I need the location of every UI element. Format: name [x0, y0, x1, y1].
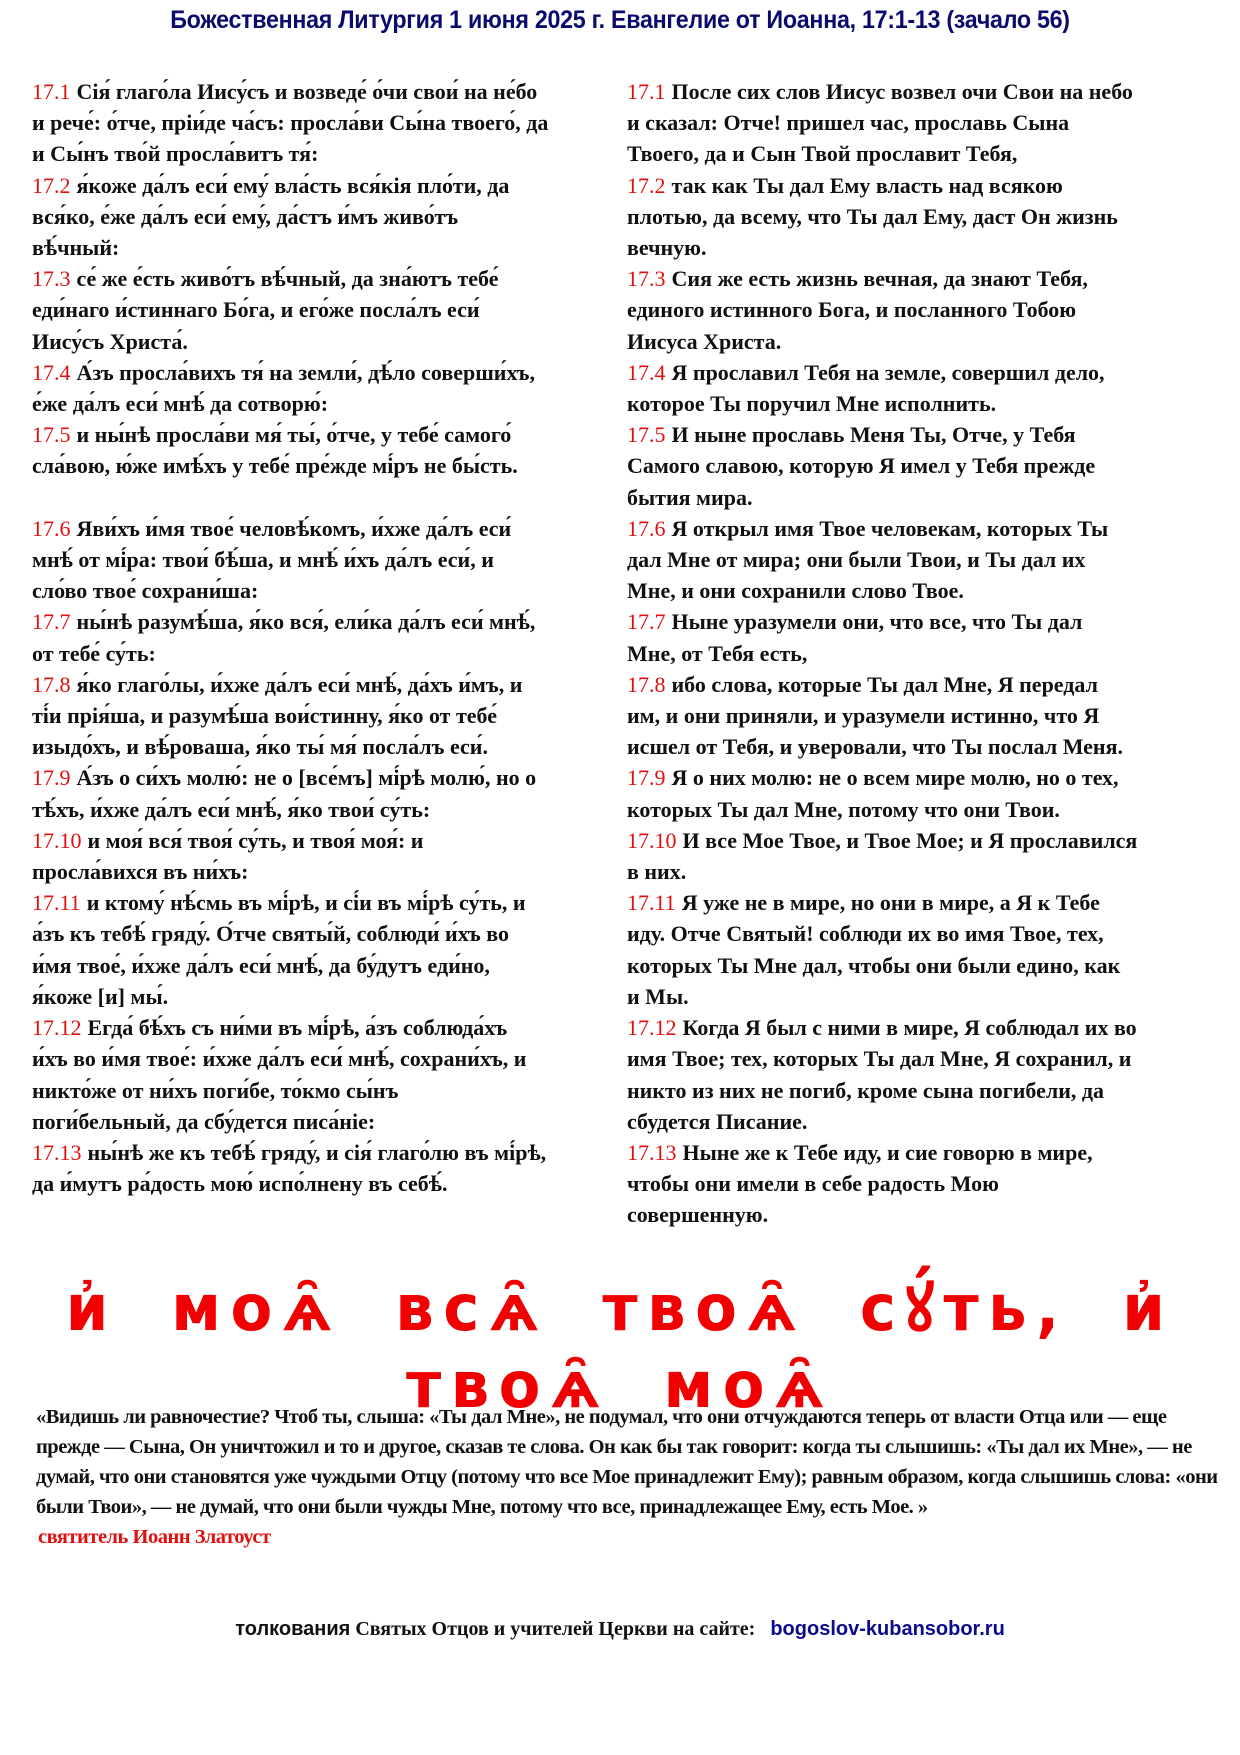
slavonic-verse: [32, 606, 627, 668]
verse-text: совершенную.: [627, 1202, 769, 1228]
verse-text: поги́бельный, да сбу́дется писа́ніе:: [32, 1108, 376, 1134]
slavonic-verse: [32, 76, 627, 170]
russian-verse: [627, 669, 1227, 763]
verse-row: [32, 825, 1232, 887]
verse-line: [627, 170, 1227, 201]
russian-verse: [627, 419, 1227, 513]
verse-text: ті́и прія́ша, и разумѣ́ша вои́стинну, я́ко от тебе́: [32, 703, 498, 729]
verse-number: 17.3: [627, 266, 666, 292]
verse-line: [627, 856, 1227, 887]
verse-text: которых Ты Мне дал, чтобы они были едино, как: [627, 952, 1121, 978]
verse-row: [32, 669, 1232, 763]
verse-text: никто из них не погиб, кроме сына погибели, да: [627, 1077, 1105, 1103]
verse-text: И ныне прославь Меня Ты, Отче, у Тебя: [671, 422, 1076, 448]
verse-line: [627, 294, 1227, 325]
verse-line: [32, 1075, 627, 1106]
verse-line: [32, 950, 627, 981]
verse-line: [32, 638, 627, 669]
verse-text: и рече́: о́тче, пріи́де ча́съ: просла́ви Сы́на твоего́, да: [32, 110, 549, 136]
verse-line: [32, 1106, 627, 1137]
slavonic-verse: [32, 357, 627, 419]
russian-verse: [627, 606, 1227, 668]
quote-text: «Видишь ли равночестие? Чтоб ты, слыша: «Ты дал Мне», не подумал, что они отчуждаются теперь от власти Отца или — еще прежде — Сына, Он уничтожил и то и другое, сказав те слова. Он как бы так говорит: когда ты слышишь: «Ты дал их Мне», — не думай, что они становятся уже чуждыми Отцу (потому что все Мое принадлежит Ему); равным образом, когда слышишь слова: «они были Твои», — не думай, что они были чужды Мне, потому что все, принадлежащее Ему, есть Мое. »: [36, 1406, 1218, 1518]
verse-text: сла́вою, ю́же имѣ́хъ у тебе́ пре́жде мі́ръ не бы́сть.: [32, 453, 518, 479]
verse-text: мнѣ́ от мі́ра: твои́ бѣ́ша, и мнѣ́ и́хъ да́лъ еси́, и: [32, 547, 494, 573]
verse-line: [32, 887, 627, 918]
verse-line: [627, 669, 1227, 700]
verse-number: 17.4: [627, 359, 666, 385]
verse-text: да и́мутъ ра́дость мою́ испо́лнену въ себѣ́.: [32, 1171, 448, 1197]
footer-text: Святых Отцов и учителей Церкви на сайте:: [355, 1618, 756, 1640]
verse-line: [627, 1168, 1227, 1199]
verse-text: и ктому́ нѣ́смь въ мі́рѣ, и сі́и въ мі́рѣ су́ть, и: [86, 890, 526, 916]
slavonic-verse: [32, 669, 627, 763]
footer-prefix: толкования: [235, 1618, 351, 1640]
verse-text: иду. Отче Святый! соблюди их во имя Твое, тех,: [627, 921, 1104, 947]
verse-line: [627, 887, 1227, 918]
slavonic-verse: [32, 1137, 627, 1231]
verse-line: [32, 450, 627, 481]
verse-line: [32, 201, 627, 232]
verse-text: Я о них молю: не о всем мире молю, но о тех,: [671, 765, 1119, 791]
verse-number: 17.13: [32, 1139, 82, 1165]
verse-line: [32, 794, 627, 825]
russian-verse: [627, 825, 1227, 887]
verse-line: [627, 513, 1227, 544]
verse-line: [32, 700, 627, 731]
quote-author: святитель Иоанн Златоуст: [38, 1526, 271, 1548]
verse-text: я́коже [и] мы́.: [32, 983, 169, 1009]
verse-text: а́зъ къ тебѣ́ гряду́. О́тче святы́й, соблюди́ и́хъ во: [32, 921, 509, 947]
verse-text: в них.: [627, 859, 687, 885]
verse-line: [32, 419, 627, 450]
verse-line: [32, 263, 627, 294]
verse-line: [32, 170, 627, 201]
verse-text: ибо слова, которые Ты дал Мне, Я передал: [671, 671, 1098, 697]
verse-text: чтобы они имели в себе радость Мою: [627, 1171, 999, 1197]
verse-text: которых Ты дал Мне, потому что они Твои.: [627, 796, 1060, 822]
verse-line: [627, 1137, 1227, 1168]
verse-text: еди́наго и́стиннаго Бо́га, и его́же посла́лъ еси́: [32, 297, 480, 323]
verse-text: никто́же от ни́хъ поги́бе, то́кмо сы́нъ: [32, 1077, 399, 1103]
verse-text: единого истинного Бога, и посланного Тобою: [627, 297, 1077, 323]
verse-line: [627, 201, 1227, 232]
verse-text: Я открыл имя Твое человекам, которых Ты: [671, 515, 1109, 541]
verse-line: [32, 138, 627, 169]
verse-line: [32, 575, 627, 606]
verse-text: После сих слов Иисус возвел очи Свои на небо: [671, 79, 1133, 104]
verse-number: 17.5: [32, 422, 71, 448]
verse-line: [627, 482, 1227, 513]
verse-text: просла́вихся въ ни́хъ:: [32, 859, 249, 885]
verse-number: 17.2: [32, 172, 71, 198]
verse-text: А́зъ просла́вихъ тя́ на земли́, дѣ́ло соверши́хъ,: [76, 359, 535, 385]
verse-line: [627, 638, 1227, 669]
verse-text: Сія́ глаго́ла Иису́съ и возведе́ о́чи свои́ на не́бо: [76, 79, 538, 104]
verse-number: 17.11: [32, 890, 81, 916]
verse-line: [32, 981, 627, 1012]
verse-line: [627, 1012, 1227, 1043]
verse-line: [627, 138, 1227, 169]
russian-verse: [627, 76, 1227, 170]
verse-line: [627, 825, 1227, 856]
verse-text: от тебе́ су́ть:: [32, 640, 156, 666]
verse-line: [627, 450, 1227, 481]
patristic-quote: [36, 1402, 1226, 1552]
verse-line: [32, 294, 627, 325]
verse-line: [627, 1075, 1227, 1106]
verse-text: плотью, да всему, что Ты дал Ему, даст Он жизнь: [627, 203, 1118, 229]
verse-number: 17.5: [627, 422, 666, 448]
verse-text: исшел от Тебя, и уверовали, что Ты послал Меня.: [627, 734, 1124, 760]
verse-number: 17.11: [627, 890, 676, 916]
verse-line: [32, 513, 627, 544]
verse-line: [32, 606, 627, 637]
verse-number: 17.10: [627, 827, 677, 853]
verse-row: [32, 263, 1232, 357]
verse-number: 17.2: [627, 172, 666, 198]
verse-line: [627, 544, 1227, 575]
verse-text: я́ко глаго́лы, и́хже да́лъ еси́ мнѣ́, да́хъ и́мъ, и: [76, 671, 523, 697]
verse-text: вечную.: [627, 235, 707, 261]
verse-row: [32, 513, 1232, 607]
slavonic-verse: [32, 1012, 627, 1137]
verse-number: 17.9: [32, 765, 71, 791]
verse-number: 17.3: [32, 266, 71, 292]
verse-text: и Мы.: [627, 983, 689, 1009]
slavonic-verse: [32, 170, 627, 264]
verse-line: [627, 1199, 1227, 1230]
verse-text: Яви́хъ и́мя твое́ человѣ́комъ, и́хже да́лъ еси́: [76, 515, 512, 541]
verse-number: 17.12: [627, 1015, 677, 1041]
russian-verse: [627, 170, 1227, 264]
verse-text: Когда Я был с ними в мире, Я соблюдал их во: [682, 1015, 1137, 1041]
verse-line: [627, 1106, 1227, 1137]
verse-text: Иису́съ Христа́.: [32, 328, 188, 354]
verse-text: дал Мне от мира; они были Твои, и Ты дал их: [627, 547, 1086, 573]
verse-text: А́зъ о си́хъ молю́: не о [все́мъ] мі́рѣ молю́, но о: [76, 765, 537, 791]
verse-text: изыдо́хъ, и вѣ́роваша, я́ко ты́ мя́ посла́лъ еси́.: [32, 734, 488, 760]
verse-row: [32, 357, 1232, 419]
verse-line: [627, 388, 1227, 419]
verse-text: Твоего, да и Сын Твой прославит Тебя,: [627, 141, 1018, 167]
russian-verse: [627, 263, 1227, 357]
verse-text: которое Ты поручил Мне исполнить.: [627, 391, 997, 417]
verse-line: [627, 575, 1227, 606]
slavonic-verse: [32, 419, 627, 513]
verse-text: се́ же е́сть живо́тъ вѣ́чный, да зна́ютъ тебе́: [76, 266, 499, 292]
verse-row: [32, 887, 1232, 1012]
verse-number: 17.13: [627, 1139, 677, 1165]
verse-row: [32, 419, 1232, 513]
verse-line: [627, 357, 1227, 388]
verse-line: [627, 76, 1227, 107]
verse-line: [627, 700, 1227, 731]
verse-line: [627, 1043, 1227, 1074]
verse-line: [627, 731, 1227, 762]
verse-line: [32, 1043, 627, 1074]
slavonic-verse: [32, 263, 627, 357]
verse-number: 17.6: [627, 515, 666, 541]
verse-line: [32, 856, 627, 887]
verse-number: 17.7: [32, 609, 71, 635]
verse-row: [32, 1012, 1232, 1137]
verse-line: [32, 669, 627, 700]
verse-row: [32, 606, 1232, 668]
russian-verse: [627, 1012, 1227, 1137]
verse-line: [32, 357, 627, 388]
verse-number: 17.12: [32, 1015, 82, 1041]
verse-text: и сказал: Отче! пришел час, прославь Сына: [627, 110, 1070, 136]
verse-text: Самого славою, которую Я имел у Тебя прежде: [627, 453, 1096, 479]
verse-line: [32, 1012, 627, 1043]
verse-text: вѣ́чный:: [32, 235, 120, 261]
verse-text: И все Мое Твое, и Твое Мое; и Я прославился: [682, 827, 1138, 853]
verse-text: им, и они приняли, и уразумели истинно, что Я: [627, 703, 1100, 729]
page-title: Божественная Литургия 1 июня 2025 г. Евангелие от Иоанна, 17:1-13 (зачало 56): [170, 6, 1070, 34]
verse-line: [32, 1137, 627, 1168]
verse-line: [32, 918, 627, 949]
russian-verse: [627, 887, 1227, 1012]
verse-text: имя Твое; тех, которых Ты дал Мне, Я сохранил, и: [627, 1046, 1132, 1072]
verse-text: Я уже не в мире, но они в мире, а Я к Тебе: [681, 890, 1100, 916]
verse-line: [627, 107, 1227, 138]
verse-text: ны́нѣ разумѣ́ша, я́ко вся́, ели́ка да́лъ еси́ мнѣ́,: [76, 609, 536, 635]
verse-row: [32, 76, 1232, 170]
russian-verse: [627, 357, 1227, 419]
verse-text: Егда́ бѣ́хъ съ ни́ми въ мі́рѣ, а́зъ соблюда́хъ: [87, 1015, 508, 1041]
verse-text: ны́нѣ же къ тебѣ́ гряду́, и сія́ глаго́лю въ мі́рѣ,: [87, 1139, 547, 1165]
slavonic-verse: [32, 825, 627, 887]
verse-text: и Сы́нъ тво́й просла́витъ тя́:: [32, 141, 319, 167]
verse-line: [627, 950, 1227, 981]
russian-verse: [627, 513, 1227, 607]
verse-row: [32, 762, 1232, 824]
slavonic-verse: [32, 762, 627, 824]
verse-text: вся́ко, е́же да́лъ еси́ ему́, да́стъ и́мъ живо́тъ: [32, 203, 459, 229]
site-link[interactable]: bogoslov-kubansobor.ru: [770, 1618, 1005, 1640]
verse-text: Иисуса Христа.: [627, 328, 782, 354]
verse-number: 17.1: [32, 79, 71, 104]
verse-line: [32, 232, 627, 263]
verse-line: [32, 762, 627, 793]
russian-verse: [627, 1137, 1227, 1231]
verse-row: [32, 170, 1232, 264]
verse-line: [627, 326, 1227, 357]
verse-line: [627, 263, 1227, 294]
footer: [0, 1618, 1240, 1641]
verse-text: так как Ты дал Ему власть над всякою: [671, 172, 1063, 198]
verse-line: [32, 107, 627, 138]
slavonic-verse: [32, 513, 627, 607]
verse-line: [627, 918, 1227, 949]
verse-number: 17.8: [32, 671, 71, 697]
parallel-verses: [32, 76, 1232, 1231]
verse-line: [32, 825, 627, 856]
verse-line: [32, 544, 627, 575]
verse-text: сло́во твое́ сохрани́ша:: [32, 578, 259, 604]
verse-text: и моя́ вся́ твоя́ су́ть, и твоя́ моя́: и: [87, 827, 424, 853]
verse-text: Ныне уразумели они, что все, что Ты дал: [671, 609, 1083, 635]
verse-number: 17.9: [627, 765, 666, 791]
verse-text: и́хъ во и́мя твое́: и́хже да́лъ еси́ мнѣ́, сохрани́хъ, и: [32, 1046, 527, 1072]
verse-line: [32, 326, 627, 357]
verse-line: [627, 762, 1227, 793]
verse-number: 17.8: [627, 671, 666, 697]
verse-text: бытия мира.: [627, 484, 753, 510]
slavonic-verse: [32, 887, 627, 1012]
verse-line: [627, 232, 1227, 263]
verse-text: и ны́нѣ просла́ви мя́ ты́, о́тче, у тебе́ самого́: [76, 422, 512, 448]
verse-text: сбудется Писание.: [627, 1108, 808, 1134]
verse-text: е́же да́лъ еси́ мнѣ́ да сотворю́:: [32, 391, 329, 417]
verse-number: 17.6: [32, 515, 71, 541]
verse-line: [32, 388, 627, 419]
verse-row: [32, 1137, 1232, 1231]
verse-number: 17.1: [627, 79, 666, 104]
verse-number: 17.4: [32, 359, 71, 385]
verse-text: Сия же есть жизнь вечная, да знают Тебя,: [671, 266, 1088, 292]
verse-line: [32, 1168, 627, 1199]
verse-line: [32, 731, 627, 762]
verse-text: и́мя твое́, и́хже да́лъ еси́ мнѣ́, да бу́дутъ еди́но,: [32, 952, 490, 978]
verse-line: [627, 794, 1227, 825]
verse-text: тѣ́хъ, и́хже да́лъ еси́ мнѣ́, я́ко твои́ су́ть:: [32, 796, 431, 822]
slavonic-banner: и҆ моѧ̑ всѧ̑ твоѧ̑ сꙋ́ть, и҆ твоѧ̑ моѧ̑: [65, 1272, 1175, 1423]
verse-text: Мне, от Тебя есть,: [627, 640, 808, 666]
verse-text: Ныне же к Тебе иду, и сие говорю в мире,: [682, 1139, 1093, 1165]
russian-verse: [627, 762, 1227, 824]
verse-text: Мне, и они сохранили слово Твое.: [627, 578, 964, 604]
verse-line: [32, 76, 627, 107]
verse-line: [627, 981, 1227, 1012]
verse-number: 17.7: [627, 609, 666, 635]
verse-line: [627, 606, 1227, 637]
verse-line: [627, 419, 1227, 450]
verse-text: я́коже да́лъ еси́ ему́ вла́сть вся́кія пло́ти, да: [76, 172, 510, 198]
verse-text: Я прославил Тебя на земле, совершил дело,: [671, 359, 1105, 385]
verse-number: 17.10: [32, 827, 82, 853]
